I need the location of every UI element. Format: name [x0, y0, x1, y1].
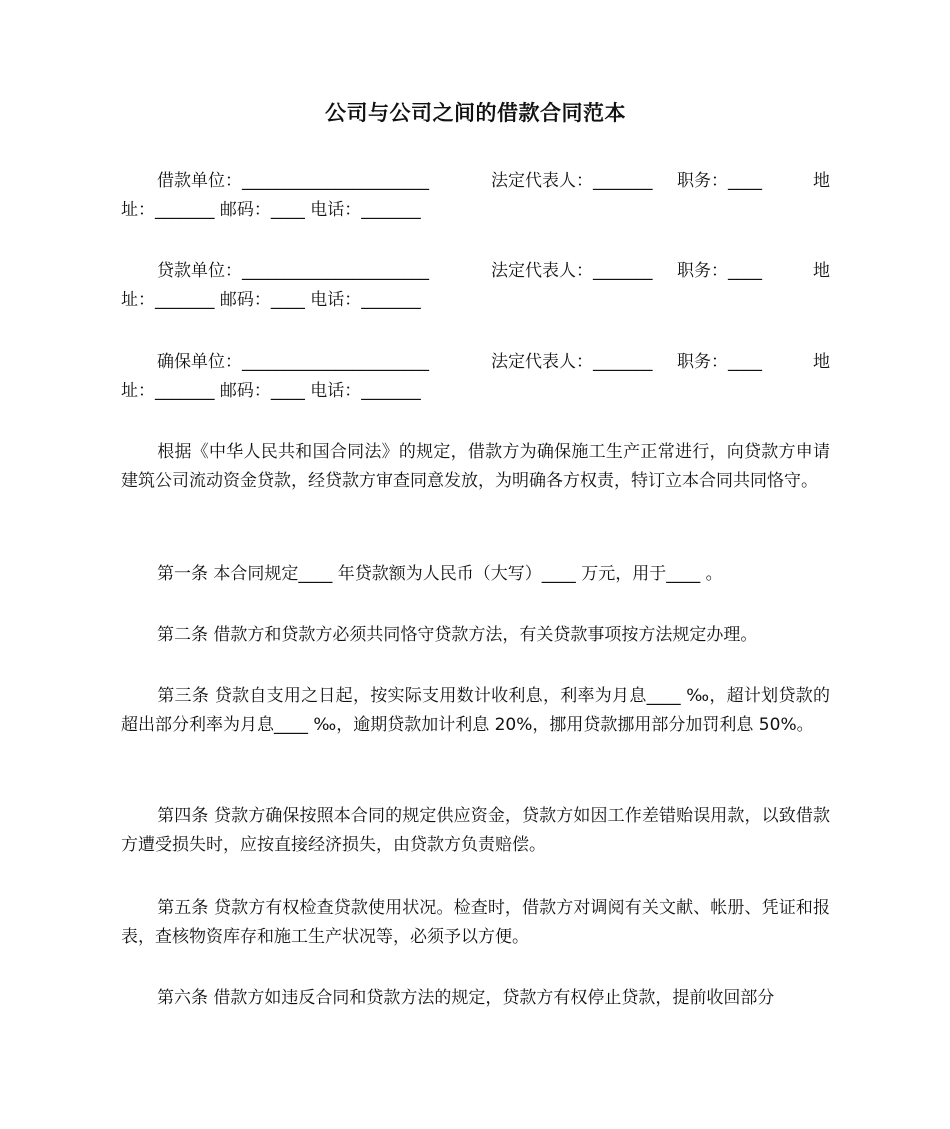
article-text: 第一条 本合同规定____ 年贷款额为人民币（大写）____ 万元，用于____ 。 — [157, 564, 723, 584]
borrower-address-start: 地 — [813, 171, 830, 191]
guarantor-unit-field: 确保单位：______________________ — [157, 352, 429, 372]
guarantor-duty-field: 职务：____ — [677, 352, 762, 372]
borrower-unit-field: 借款单位：______________________ — [157, 171, 429, 191]
guarantor-address-start: 地 — [813, 352, 830, 372]
article-6 — [121, 984, 830, 1013]
article-3 — [121, 682, 830, 740]
article-text: 第三条 贷款自支用之日起，按实际支用数计收利息，利率为月息____ ‰，超计划贷款的超出部分利率为月息____ ‰，逾期贷款加计利息 20%，挪用贷款挪用部分加罚利息 50%。 — [121, 686, 830, 735]
guarantor-address-line: 址：_______ 邮码：____ 电话：_______ — [121, 381, 421, 401]
article-text: 第五条 贷款方有权检查贷款使用状况。检查时，借款方对调阅有关文献、帐册、凭证和报表，查核物资库存和施工生产状况等，必须予以方便。 — [121, 898, 830, 947]
article-4 — [121, 802, 830, 860]
article-5 — [121, 894, 830, 952]
document-title: 公司与公司之间的借款合同范本 — [325, 101, 626, 125]
borrower-duty-field: 职务：____ — [677, 171, 762, 191]
article-text: 第二条 借款方和贷款方必须共同恪守贷款方法，有关贷款事项按方法规定办理。 — [157, 625, 758, 645]
lender-address-line: 址：_______ 邮码：____ 电话：_______ — [121, 290, 421, 310]
lender-duty-field: 职务：____ — [677, 261, 762, 281]
lender-unit-field: 贷款单位：______________________ — [157, 261, 429, 281]
borrower-rep-field: 法定代表人：_______ — [491, 171, 653, 191]
preamble-text: 根据《中华人民共和国合同法》的规定，借款方为确保施工生产正常进行，向贷款方申请建筑公司流动资金贷款，经贷款方审查同意发放，为明确各方权责，特订立本合同共同恪守。 — [121, 442, 830, 491]
article-1 — [121, 560, 830, 589]
borrower-address-line: 址：_______ 邮码：____ 电话：_______ — [121, 200, 421, 220]
article-2 — [121, 621, 830, 650]
guarantor-rep-field: 法定代表人：_______ — [491, 352, 653, 372]
lender-rep-field: 法定代表人：_______ — [491, 261, 653, 281]
article-text: 第六条 借款方如违反合同和贷款方法的规定，贷款方有权停止贷款，提前收回部分 — [157, 988, 775, 1008]
preamble-paragraph — [121, 438, 830, 496]
lender-address-start: 地 — [813, 261, 830, 281]
article-text: 第四条 贷款方确保按照本合同的规定供应资金，贷款方如因工作差错贻误用款，以致借款方遭受损失时，应按直接经济损失，由贷款方负责赔偿。 — [121, 806, 830, 855]
